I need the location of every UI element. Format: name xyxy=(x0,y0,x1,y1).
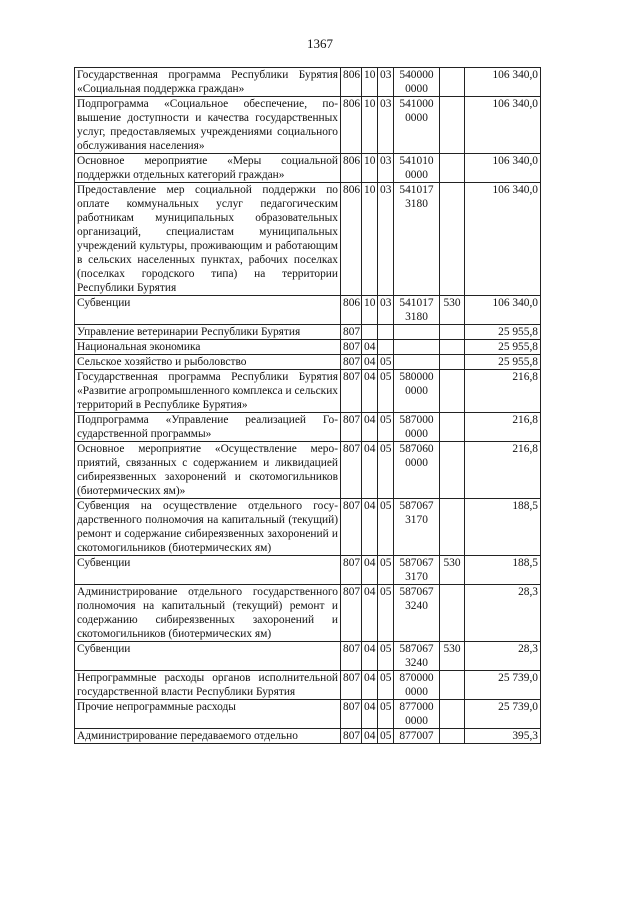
row-gr-cell: 807 xyxy=(341,556,362,585)
row-name-cell: Субвенция на осуществление отдельного государственного полномочия на капитальный (текущий) ремонт и содержание сибиреязвенных захоронений и скотомогильников (биотермических ям) xyxy=(75,499,341,556)
row-sum-cell: 25 955,8 xyxy=(465,340,541,355)
row-cs-part2: 3170 xyxy=(405,514,428,526)
row-vr-cell: 530 xyxy=(440,642,465,671)
row-cs-part1: 580000 xyxy=(399,371,434,383)
row-rz-cell: 04 xyxy=(362,671,378,700)
row-gr-cell: 807 xyxy=(341,413,362,442)
row-pr-cell: 05 xyxy=(378,413,394,442)
row-cs-part1: 587067 xyxy=(399,586,434,598)
row-cs-part2: 3180 xyxy=(405,198,428,210)
row-cs-part1: 541010 xyxy=(399,155,434,167)
table-row xyxy=(75,671,541,700)
row-pr-cell: 03 xyxy=(378,296,394,325)
row-sum-cell: 216,8 xyxy=(465,413,541,442)
row-rz-cell: 10 xyxy=(362,68,378,97)
row-cs-part1: 540000 xyxy=(399,69,434,81)
row-cs-cell xyxy=(394,585,440,642)
row-rz-cell: 04 xyxy=(362,413,378,442)
row-cs-part1: 587060 xyxy=(399,443,434,455)
row-sum-cell: 106 340,0 xyxy=(465,183,541,296)
row-gr-cell: 807 xyxy=(341,642,362,671)
row-sum-cell: 395,3 xyxy=(465,729,541,744)
row-name-cell: Прочие непрограммные расходы xyxy=(75,700,341,729)
row-cs-part2: 3240 xyxy=(405,657,428,669)
row-gr-cell: 807 xyxy=(341,370,362,413)
row-cs-cell xyxy=(394,642,440,671)
table-row xyxy=(75,700,541,729)
row-cs-part1: 870000 xyxy=(399,672,434,684)
row-cs-part1: 541000 xyxy=(399,98,434,110)
row-cs-part1: 587067 xyxy=(399,500,434,512)
row-pr-cell: 05 xyxy=(378,700,394,729)
row-sum-cell: 28,3 xyxy=(465,642,541,671)
table-row xyxy=(75,413,541,442)
row-vr-cell xyxy=(440,671,465,700)
row-vr-cell xyxy=(440,413,465,442)
table-row xyxy=(75,340,541,355)
row-pr-cell: 05 xyxy=(378,556,394,585)
row-cs-part2: 0000 xyxy=(405,83,428,95)
row-gr-cell: 806 xyxy=(341,154,362,183)
row-vr-cell xyxy=(440,499,465,556)
table-body xyxy=(75,68,541,744)
row-cs-part2: 3240 xyxy=(405,600,428,612)
row-gr-cell: 807 xyxy=(341,499,362,556)
row-vr-cell xyxy=(440,370,465,413)
row-gr-cell: 807 xyxy=(341,585,362,642)
table-row xyxy=(75,642,541,671)
row-vr-cell xyxy=(440,729,465,744)
row-rz-cell: 04 xyxy=(362,700,378,729)
row-vr-cell xyxy=(440,700,465,729)
row-cs-part1: 877007 xyxy=(399,730,434,742)
row-cs-part2: 0000 xyxy=(405,385,428,397)
row-gr-cell: 807 xyxy=(341,729,362,744)
row-gr-cell: 807 xyxy=(341,340,362,355)
row-gr-cell: 806 xyxy=(341,183,362,296)
row-cs-cell xyxy=(394,671,440,700)
row-sum-cell: 25 955,8 xyxy=(465,325,541,340)
row-pr-cell xyxy=(378,340,394,355)
row-name-cell: Управление ветеринарии Республики Бурятия xyxy=(75,325,341,340)
row-pr-cell: 05 xyxy=(378,370,394,413)
row-rz-cell xyxy=(362,325,378,340)
table-row xyxy=(75,556,541,585)
row-cs-cell xyxy=(394,340,440,355)
row-name-cell: Основное мероприятие «Осуществление мероприятий, связанных с содержанием и ликвидацией сибиреязвенных захоронений и скотомогильников (биотермических ям)» xyxy=(75,442,341,499)
table-row xyxy=(75,355,541,370)
row-pr-cell: 05 xyxy=(378,585,394,642)
row-name-cell: Национальная экономика xyxy=(75,340,341,355)
row-cs-cell xyxy=(394,296,440,325)
row-cs-cell xyxy=(394,556,440,585)
row-sum-cell: 106 340,0 xyxy=(465,296,541,325)
row-rz-cell: 04 xyxy=(362,642,378,671)
row-gr-cell: 807 xyxy=(341,671,362,700)
page-number: 1367 xyxy=(307,36,333,51)
row-vr-cell: 530 xyxy=(440,556,465,585)
row-sum-cell: 216,8 xyxy=(465,370,541,413)
row-cs-cell xyxy=(394,729,440,744)
row-gr-cell: 806 xyxy=(341,296,362,325)
row-sum-cell: 216,8 xyxy=(465,442,541,499)
row-name-cell: Государственная программа Республики Бурятия «Развитие агропромышленного комплекса и сельских территорий в Республике Бурятия» xyxy=(75,370,341,413)
row-cs-part1: 587000 xyxy=(399,414,434,426)
row-sum-cell: 25 955,8 xyxy=(465,355,541,370)
row-cs-cell xyxy=(394,97,440,154)
table-row xyxy=(75,296,541,325)
row-cs-cell xyxy=(394,154,440,183)
row-name-cell: Предоставление мер социальной поддержки по оплате коммунальных услуг педагогическим работникам муниципальных образовательных организаций, специалистам муниципальных учреждений культуры, проживающим и работающим в сельских населенных пунктах, рабочих поселках (поселках городского типа) на территории Республики Бурятия xyxy=(75,183,341,296)
row-name-cell: Администрирование передаваемого отдельно xyxy=(75,729,341,744)
row-cs-part2: 0000 xyxy=(405,428,428,440)
budget-table xyxy=(74,67,541,744)
row-name-cell: Подпрограмма «Управление реализацией Государственной программы» xyxy=(75,413,341,442)
row-pr-cell: 05 xyxy=(378,642,394,671)
row-rz-cell: 04 xyxy=(362,442,378,499)
row-vr-cell xyxy=(440,68,465,97)
row-rz-cell: 04 xyxy=(362,499,378,556)
row-sum-cell: 28,3 xyxy=(465,585,541,642)
row-cs-cell xyxy=(394,355,440,370)
row-cs-part1: 587067 xyxy=(399,557,434,569)
row-rz-cell: 04 xyxy=(362,370,378,413)
row-sum-cell: 25 739,0 xyxy=(465,700,541,729)
row-vr-cell xyxy=(440,97,465,154)
row-cs-cell xyxy=(394,700,440,729)
row-name-cell: Непрограммные расходы органов исполнительной государственной власти Республики Бурятия xyxy=(75,671,341,700)
row-sum-cell: 188,5 xyxy=(465,499,541,556)
row-vr-cell xyxy=(440,154,465,183)
row-rz-cell: 04 xyxy=(362,340,378,355)
row-pr-cell: 05 xyxy=(378,442,394,499)
row-sum-cell: 188,5 xyxy=(465,556,541,585)
row-name-cell: Подпрограмма «Социальное обеспечение, повышение доступности и качества государственных услуг, предоставляемых учреждениями социального обслуживания населения» xyxy=(75,97,341,154)
row-vr-cell xyxy=(440,585,465,642)
row-name-cell: Администрирование отдельного государственного полномочия на капитальный (текущий) ремонт и содержанию сибиреязвенных захоронений и скотомогильников (биотермических ям) xyxy=(75,585,341,642)
row-cs-part2: 3180 xyxy=(405,311,428,323)
row-sum-cell: 106 340,0 xyxy=(465,97,541,154)
row-vr-cell xyxy=(440,442,465,499)
row-cs-part2: 0000 xyxy=(405,457,428,469)
row-rz-cell: 04 xyxy=(362,355,378,370)
row-pr-cell: 05 xyxy=(378,729,394,744)
row-pr-cell: 05 xyxy=(378,499,394,556)
row-rz-cell: 10 xyxy=(362,183,378,296)
row-pr-cell: 05 xyxy=(378,355,394,370)
row-cs-cell xyxy=(394,370,440,413)
row-vr-cell xyxy=(440,183,465,296)
row-name-cell: Основное мероприятие «Меры социальной поддержки отдельных категорий граждан» xyxy=(75,154,341,183)
row-gr-cell: 806 xyxy=(341,68,362,97)
row-pr-cell: 05 xyxy=(378,671,394,700)
row-gr-cell: 806 xyxy=(341,97,362,154)
row-cs-part1: 541017 xyxy=(399,297,434,309)
table-row xyxy=(75,183,541,296)
table-row xyxy=(75,154,541,183)
row-rz-cell: 10 xyxy=(362,97,378,154)
row-cs-cell xyxy=(394,183,440,296)
row-vr-cell xyxy=(440,355,465,370)
row-sum-cell: 106 340,0 xyxy=(465,154,541,183)
row-rz-cell: 04 xyxy=(362,585,378,642)
row-name-cell: Субвенции xyxy=(75,296,341,325)
row-gr-cell: 807 xyxy=(341,355,362,370)
row-gr-cell: 807 xyxy=(341,325,362,340)
row-name-cell: Субвенции xyxy=(75,642,341,671)
row-cs-part2: 0000 xyxy=(405,715,428,727)
row-rz-cell: 10 xyxy=(362,154,378,183)
table-row xyxy=(75,325,541,340)
row-pr-cell: 03 xyxy=(378,97,394,154)
row-pr-cell: 03 xyxy=(378,183,394,296)
row-cs-cell xyxy=(394,68,440,97)
row-cs-part1: 541017 xyxy=(399,184,434,196)
row-cs-cell xyxy=(394,499,440,556)
row-cs-part2: 0000 xyxy=(405,686,428,698)
table-row xyxy=(75,68,541,97)
row-rz-cell: 04 xyxy=(362,729,378,744)
row-cs-cell xyxy=(394,413,440,442)
row-name-cell: Субвенции xyxy=(75,556,341,585)
table-row xyxy=(75,97,541,154)
row-cs-part2: 0000 xyxy=(405,112,428,124)
row-cs-part2: 3170 xyxy=(405,571,428,583)
table-row xyxy=(75,585,541,642)
row-gr-cell: 807 xyxy=(341,442,362,499)
row-rz-cell: 10 xyxy=(362,296,378,325)
row-sum-cell: 106 340,0 xyxy=(465,68,541,97)
row-cs-part1: 877000 xyxy=(399,701,434,713)
row-pr-cell: 03 xyxy=(378,68,394,97)
row-cs-part2: 0000 xyxy=(405,169,428,181)
row-gr-cell: 807 xyxy=(341,700,362,729)
table-row xyxy=(75,370,541,413)
row-pr-cell: 03 xyxy=(378,154,394,183)
row-name-cell: Сельское хозяйство и рыболовство xyxy=(75,355,341,370)
row-vr-cell: 530 xyxy=(440,296,465,325)
row-vr-cell xyxy=(440,325,465,340)
row-rz-cell: 04 xyxy=(362,556,378,585)
row-cs-cell xyxy=(394,442,440,499)
table-row xyxy=(75,729,541,744)
row-cs-part1: 587067 xyxy=(399,643,434,655)
table-row xyxy=(75,442,541,499)
row-vr-cell xyxy=(440,340,465,355)
row-cs-cell xyxy=(394,325,440,340)
row-sum-cell: 25 739,0 xyxy=(465,671,541,700)
row-pr-cell xyxy=(378,325,394,340)
row-name-cell: Государственная программа Республики Бурятия «Социальная поддержка граждан» xyxy=(75,68,341,97)
table-row xyxy=(75,499,541,556)
